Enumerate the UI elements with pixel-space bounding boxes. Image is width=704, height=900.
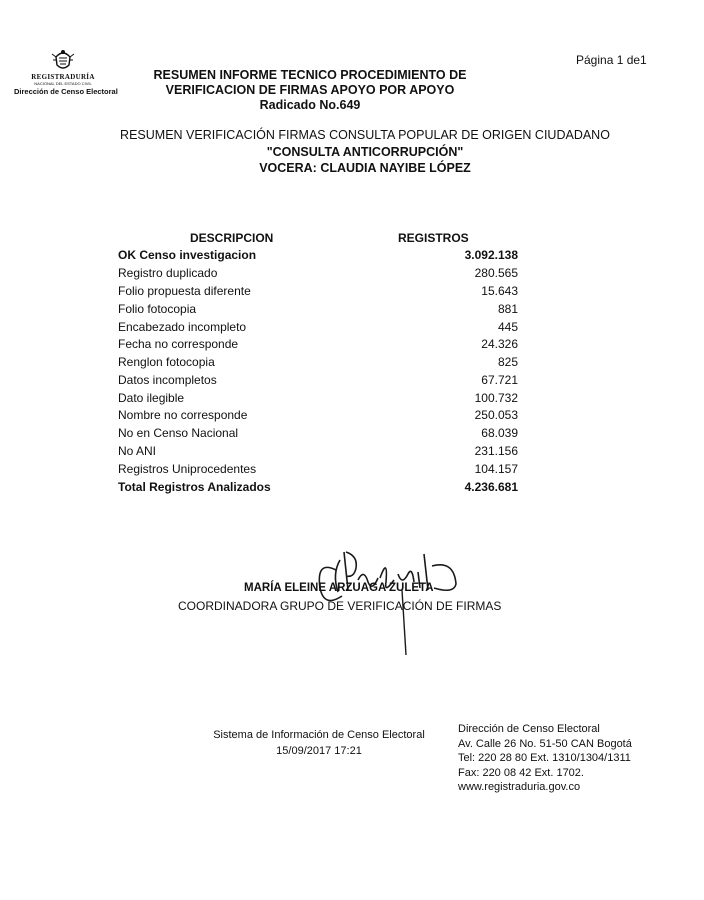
table-row [118, 355, 528, 373]
table-row-total [118, 480, 528, 498]
table-row [118, 320, 528, 338]
row-label: Registro duplicado [118, 266, 218, 280]
table-row [118, 266, 528, 284]
row-label: OK Censo investigacion [118, 248, 257, 262]
table-row [118, 337, 528, 355]
column-header-records: REGISTROS [398, 231, 469, 245]
org-name: REGISTRADURÍA [31, 73, 95, 81]
radicado-number: Radicado No.649 [259, 98, 361, 112]
row-label: Folio propuesta diferente [118, 284, 251, 298]
row-label: No ANI [118, 444, 157, 458]
office-address: Av. Calle 26 No. 51-50 CAN Bogotá [458, 737, 632, 750]
consultation-name: "CONSULTA ANTICORRUPCIÓN" [266, 145, 464, 159]
column-header-description: DESCRIPCION [190, 231, 274, 245]
footer-system-info [198, 727, 440, 759]
website-link[interactable]: www.registraduria.gov.co [458, 781, 581, 794]
row-value: 3.092.138 [464, 248, 518, 262]
subtitle-line1: RESUMEN VERIFICACIÓN FIRMAS CONSULTA POPULAR DE ORIGEN CIUDADANO [120, 128, 610, 142]
row-value: 881 [497, 302, 518, 316]
system-name: Sistema de Información de Censo Electoral [213, 729, 425, 741]
org-subtitle: NACIONAL DEL ESTADO CIVIL [34, 81, 92, 86]
row-label: Datos incompletos [118, 373, 217, 387]
row-value: 280.565 [474, 266, 518, 280]
page-number: Página 1 de1 [576, 53, 647, 67]
row-value: 250.053 [474, 408, 518, 422]
row-label: Registros Uniprocedentes [118, 462, 257, 476]
table-row [118, 284, 528, 302]
table-row [118, 248, 528, 266]
department-name: Dirección de Censo Electoral [14, 87, 118, 96]
row-label: Folio fotocopia [118, 302, 197, 316]
row-value: 825 [497, 355, 518, 369]
row-label: Nombre no corresponde [118, 408, 248, 422]
row-value: 24.326 [481, 337, 518, 351]
registraduria-logo [14, 48, 118, 96]
report-title-line2: VERIFICACION DE FIRMAS APOYO POR APOYO [165, 83, 455, 97]
table-row [118, 462, 528, 480]
signer-role: COORDINADORA GRUPO DE VERIFICACIÓN DE FIRMAS [178, 599, 502, 613]
row-value: 100.732 [474, 391, 518, 405]
row-label: Encabezado incompleto [118, 320, 247, 334]
coat-of-arms-icon [50, 48, 76, 72]
row-value: 104.157 [474, 462, 518, 476]
table-row [118, 426, 528, 444]
table-row [118, 408, 528, 426]
row-value: 15.643 [481, 284, 518, 298]
row-value: 68.039 [481, 426, 518, 440]
row-value: 445 [497, 320, 518, 334]
table-row [118, 373, 528, 391]
row-value: 231.156 [474, 444, 518, 458]
row-label: No en Censo Nacional [118, 426, 239, 440]
row-value: 4.236.681 [464, 480, 518, 494]
report-datetime: 15/09/2017 17:21 [276, 745, 362, 757]
row-label: Total Registros Analizados [118, 480, 271, 494]
office-name: Dirección de Censo Electoral [458, 723, 600, 735]
row-label: Dato ilegible [118, 391, 185, 405]
signer-name: MARÍA ELEINE ARZUAGA ZULETA [244, 582, 434, 594]
table-row [118, 302, 528, 320]
report-title-line1: RESUMEN INFORME TECNICO PROCEDIMIENTO DE [153, 68, 467, 82]
footer-contact [458, 722, 632, 795]
table-row [118, 391, 528, 409]
table-row [118, 444, 528, 462]
row-label: Renglon fotocopia [118, 355, 215, 369]
row-label: Fecha no corresponde [118, 337, 239, 351]
row-value: 67.721 [481, 373, 518, 387]
spokesperson: VOCERA: CLAUDIA NAYIBE LÓPEZ [259, 161, 471, 175]
office-fax: Fax: 220 08 42 Ext. 1702. [458, 766, 584, 779]
handwritten-signature [306, 530, 476, 660]
office-phone: Tel: 220 28 80 Ext. 1310/1304/1311 [458, 752, 631, 765]
